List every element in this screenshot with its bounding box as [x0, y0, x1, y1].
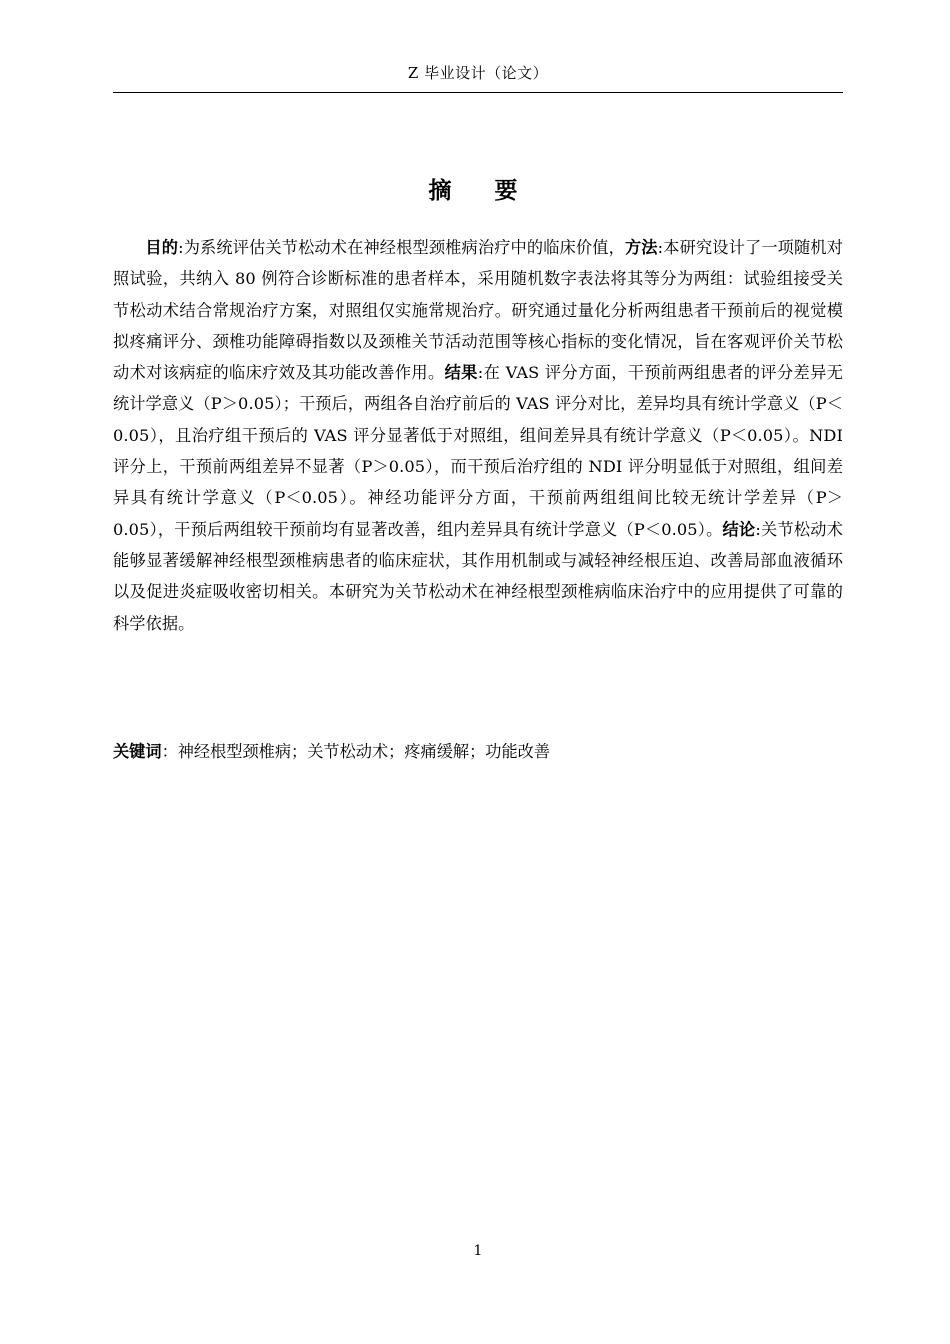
keywords-text: ：神经根型颈椎病；关节松动术；疼痛缓解；功能改善 [161, 742, 551, 761]
abstract-text-purpose: :为系统评估关节松动术在神经根型颈椎病治疗中的临床价值， [178, 238, 625, 257]
page-title: 摘 要 [428, 178, 528, 204]
abstract-body [113, 232, 843, 639]
keywords-label: 关键词 [113, 742, 162, 761]
abstract-label-purpose: 目的 [145, 238, 179, 257]
abstract-paragraph [113, 232, 843, 639]
header-divider [113, 92, 843, 93]
keywords-line [113, 737, 843, 767]
abstract-text-result: :在 VAS 评分方面，干预前两组患者的评分差异无统计学意义（P＞0.05）；干预后，两组各自治疗前后的 VAS 评分对比，差异均具有统计学意义（P＜0.05），且治疗组干预后的 VAS 评分显著低于对照组，组间差异具有统计学意义（P＜0.05）。NDI 评分上，干预前两组差异不显著（P＞0.05），而干预后治疗组的 NDI 评分明显低于对照组，组间差异具有统计学意义（P＜0.05）。神经功能评分方面，干预前两组组间比较无统计学差异（P＞0.05），干预后两组较干预前均有显著改善，组内差异具有统计学意义（P＜0.05）。 [113, 363, 843, 539]
abstract-text-conclusion: :关节松动术能够显著缓解神经根型颈椎病患者的临床症状，其作用机制或与减轻神经根压迫、改善局部血液循环以及促进炎症吸收密切相关。本研究为关节松动术在神经根型颈椎病临床治疗中的应用提供了可靠的科学依据。 [113, 519, 843, 633]
running-title: Z 毕业设计（论文） [407, 64, 549, 82]
abstract-label-conclusion: 结论 [722, 519, 756, 539]
page-number: 1 [473, 1243, 483, 1259]
page-header [113, 62, 843, 83]
abstract-label-result: 结果 [444, 363, 478, 383]
abstract-label-method: 方法 [624, 238, 658, 257]
abstract-text-method: :本研究设计了一项随机对照试验，共纳入 80 例符合诊断标准的患者样本，采用随机数字表法将其等分为两组：试验组接受关节松动术结合常规治疗方案，对照组仅实施常规治疗。研究通过量化分析两组患者干预前后的视觉模拟疼痛评分、颈椎功能障碍指数以及颈椎关节活动范围等核心指标的变化情况，旨在客观评价关节松动术对该病症的临床疗效及其功能改善作用。 [113, 238, 843, 383]
page-footer [113, 1243, 843, 1259]
